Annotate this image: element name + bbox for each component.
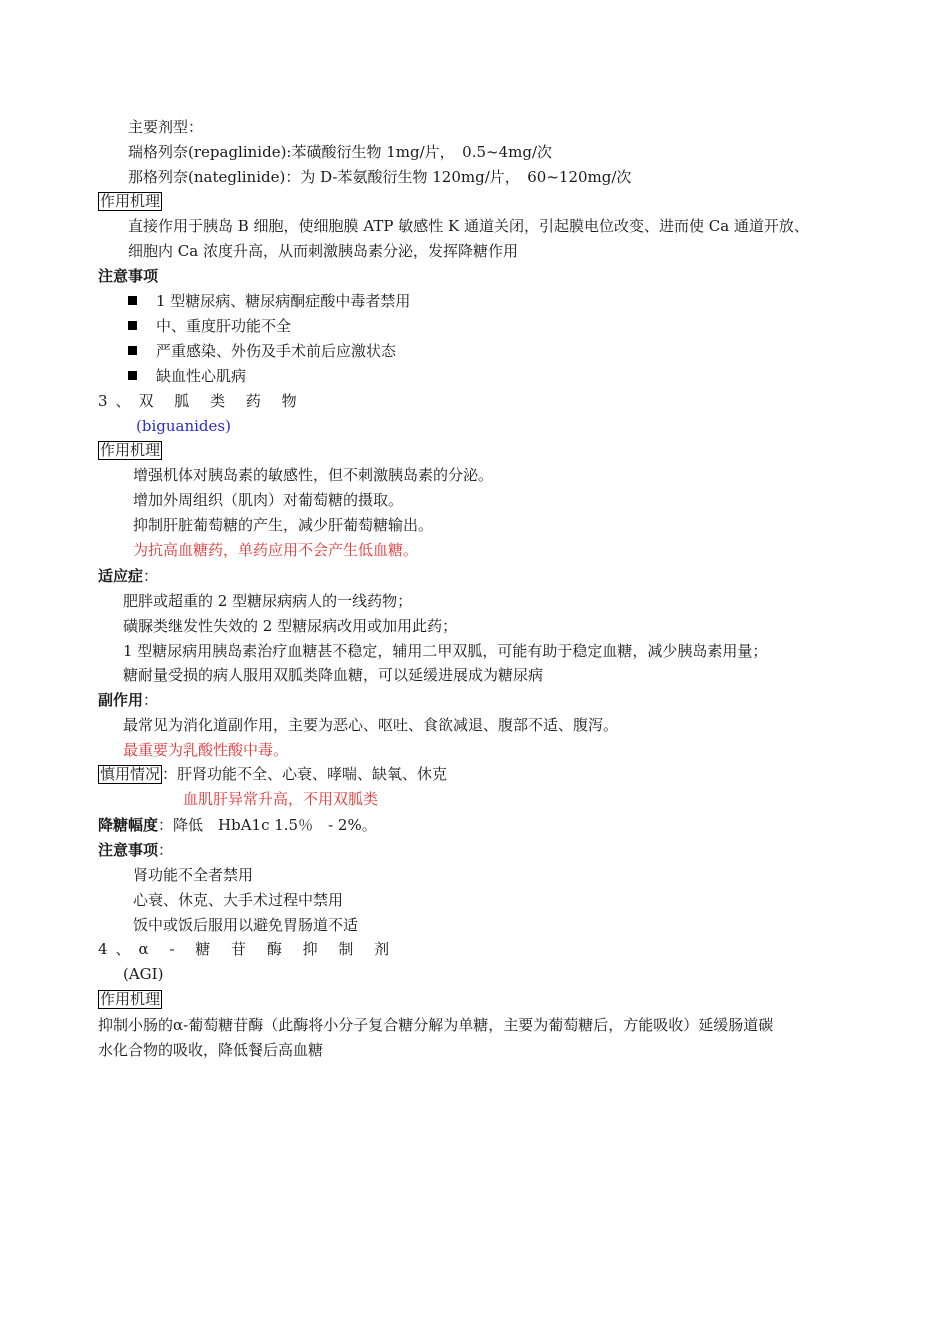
mechanism-text-3a: 增强机体对胰岛素的敏感性，但不刺激胰岛素的分泌。 [133,466,494,484]
mechanism-heading-3 [98,440,162,460]
caution-highlight: 血肌肝异常升高，不用双胍类 [183,790,379,808]
mechanism-label-box: 作用机理 [100,441,161,459]
dosage-nateglinide: 那格列奈(nateglinide)：为 D-苯氨酸衍生物 120mg/片， 60~120mg/次 [128,168,632,186]
mechanism-highlight: 为抗高血糖药，单药应用不会产生低血糖。 [133,541,419,559]
section-3-heading: 3、双 胍 类 药 物 [98,392,305,410]
precaution-item: 心衰、休克、大手术过程中禁用 [133,891,344,909]
square-bullet-icon [128,321,137,330]
mechanism-label-box: 作用机理 [100,192,161,210]
precaution-item: 缺血性心肌病 [128,366,246,386]
side-effects-highlight: 最重要为乳酸性酸中毒。 [123,741,289,759]
precaution-item: 饭中或饭后服用以避免胃肠道不适 [133,916,359,934]
mechanism-label-box: 作用机理 [100,990,161,1008]
mechanism-text-4b: 水化合物的吸收，降低餐后高血糖 [98,1041,324,1059]
dosage-repaglinide: 瑞格列奈(repaglinide):苯磺酸衍生物 1mg/片， 0.5~4mg/次 [128,143,553,161]
mechanism-text-3c: 抑制肝脏葡萄糖的产生，减少肝葡萄糖输出。 [133,516,434,534]
caution-label-box: 慎用情况 [100,765,161,783]
mechanism-text-4a: 抑制小肠的α-葡萄糖苷酶（此酶将小分子复合糖分解为单糖，主要为葡萄糖后，方能吸收）延缓肠道碳 [98,1016,774,1034]
precautions-heading-1: 注意事项 [98,267,159,285]
glucose-reduction-line: 降糖幅度：降低 HbA1c 1.5％ - 2%。 [98,816,377,834]
square-bullet-icon [128,296,137,305]
section-3-english: (biguanides) [136,417,231,435]
precaution-item: 1 型糖尿病、糖尿病酮症酸中毒者禁用 [128,291,410,311]
section-4-heading: 4、α - 糖 苷 酶 抑 制 剂 [98,940,398,958]
square-bullet-icon [128,371,137,380]
precaution-item: 中、重度肝功能不全 [128,316,291,336]
indication-item: 1 型糖尿病用胰岛素治疗血糖甚不稳定，辅用二甲双胍，可能有助于稳定血糖，减少胰岛素用量； [123,642,768,660]
precaution-item: 严重感染、外伤及手术前后应激状态 [128,341,396,361]
mechanism-heading-1 [98,191,162,211]
caution-line: 慎用情况 ：肝肾功能不全、心衰、哮喘、缺氧、休克 [100,765,448,783]
indications-heading: 适应症： [98,567,159,585]
precaution-item: 肾功能不全者禁用 [133,866,254,884]
side-effects-text: 最常见为消化道副作用，主要为恶心、呕吐、食欲减退、腹部不适、腹泻。 [123,716,619,734]
section-4-abbr: (AGI) [123,965,164,983]
mechanism-text-1a: 直接作用于胰岛 B 细胞，使细胞膜 ATP 敏感性 K 通道关闭，引起膜电位改变、进而使 Ca 通道开放、 [128,217,809,235]
dosage-label: 主要剂型： [128,118,204,136]
indication-item: 磺脲类继发性失效的 2 型糖尿病改用或加用此药； [123,617,458,635]
mechanism-text-1b: 细胞内 Ca 浓度升高，从而刺激胰岛素分泌，发挥降糖作用 [128,242,518,260]
mechanism-heading-4 [98,989,162,1009]
indication-item: 糖耐量受损的病人服用双胍类降血糖，可以延缓进展成为糖尿病 [123,666,544,684]
indication-item: 肥胖或超重的 2 型糖尿病病人的一线药物； [123,592,413,610]
square-bullet-icon [128,346,137,355]
side-effects-heading: 副作用： [98,691,159,709]
precautions-heading-3: 注意事项： [98,841,174,859]
mechanism-text-3b: 增加外周组织（肌肉）对葡萄糖的摄取。 [133,491,404,509]
